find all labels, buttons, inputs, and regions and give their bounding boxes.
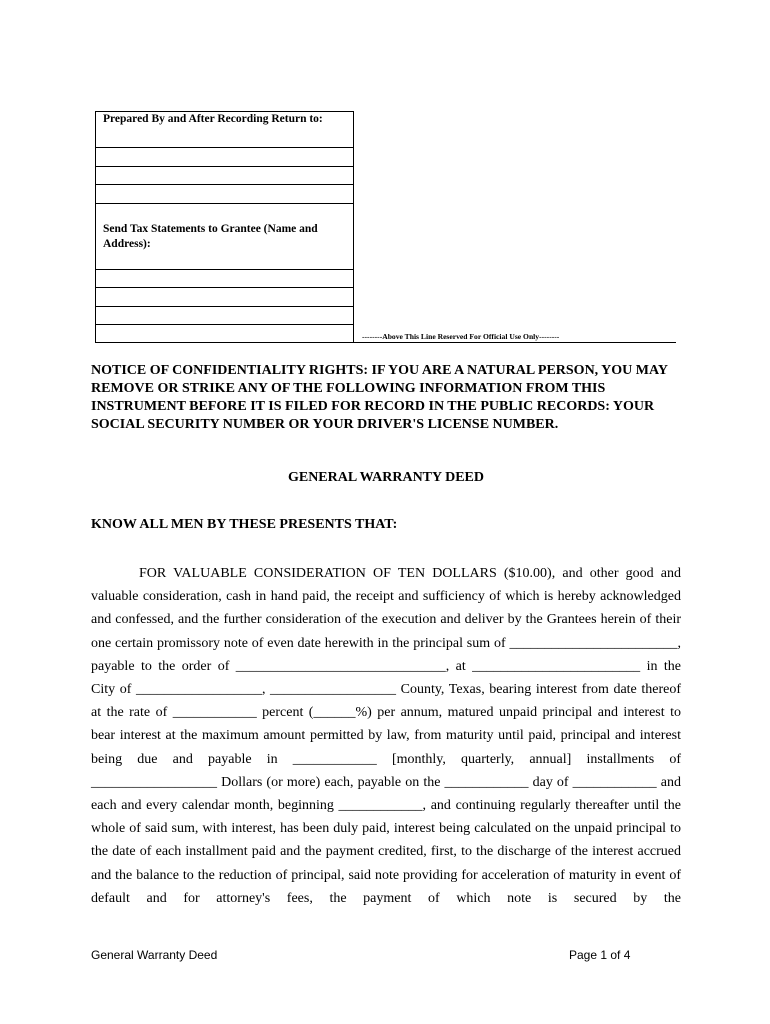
official-use-rule (354, 342, 676, 343)
footer-document-name: General Warranty Deed (91, 948, 218, 962)
grantee-address-line (96, 269, 353, 270)
grantee-address-line (96, 287, 353, 288)
grantee-address-line (96, 324, 353, 325)
official-use-note: --------Above This Line Reserved For Official Use Only-------- (362, 332, 560, 341)
know-all-heading: KNOW ALL MEN BY THESE PRESENTS THAT: (91, 517, 398, 532)
return-address-line (96, 184, 353, 185)
return-address-line (96, 203, 353, 204)
grantee-address-line (96, 306, 353, 307)
prepared-by-label: Prepared By and After Recording Return to: (103, 113, 323, 125)
return-address-line (96, 166, 353, 167)
footer-page-number: Page 1 of 4 (569, 948, 631, 962)
recording-info-box (95, 111, 354, 343)
deed-body (91, 562, 681, 910)
return-address-line (96, 147, 353, 148)
send-tax-statements-label: Send Tax Statements to Grantee (Name and Address): (103, 223, 318, 250)
consideration-paragraph: FOR VALUABLE CONSIDERATION OF TEN DOLLARS ($10.00), and other good and valuable consideration, cash in hand paid, the receipt and sufficiency of which is hereby acknowledged and confessed, and the further consideration of the execution and deliver by the Grantees herein of their one certain promissory note of even date herewith in the principal sum of ________________________, payable to the order of ______________________________, at ________________________ in the City of __________________, __________________ County, Texas, bearing interest from date thereof at the rate of ____________ percent (______%) per annum, matured unpaid principal and interest to bear interest at the maximum amount permitted by law, from maturity until paid, principal and interest being due and payable in ____________ [monthly, quarterly, annual] installments of __________________ Dollars (or more) each, payable on the ____________ day of ____________ and each and every calendar month, beginning ____________, and continuing regularly thereafter until the whole of said sum, with interest, has been duly paid, interest being calculated on the unpaid principal to the date of each installment paid and the payment credited, first, to the discharge of the interest accrued and the balance to the reduction of principal, said note providing for acceleration of maturity in event of default and for attorney's fees, the payment of which note is secured by the (91, 566, 681, 906)
confidentiality-notice: NOTICE OF CONFIDENTIALITY RIGHTS: IF YOU ARE A NATURAL PERSON, YOU MAY REMOVE OR STRIKE ANY OF THE FOLLOWING INFORMATION FROM THIS INSTRUMENT BEFORE IT IS FILED FOR RECORD IN THE PUBLIC RECORDS: YOUR SOCIAL SECURITY NUMBER OR YOUR DRIVER'S LICENSE NUMBER. (91, 363, 668, 432)
document-title: GENERAL WARRANTY DEED (287, 470, 485, 485)
